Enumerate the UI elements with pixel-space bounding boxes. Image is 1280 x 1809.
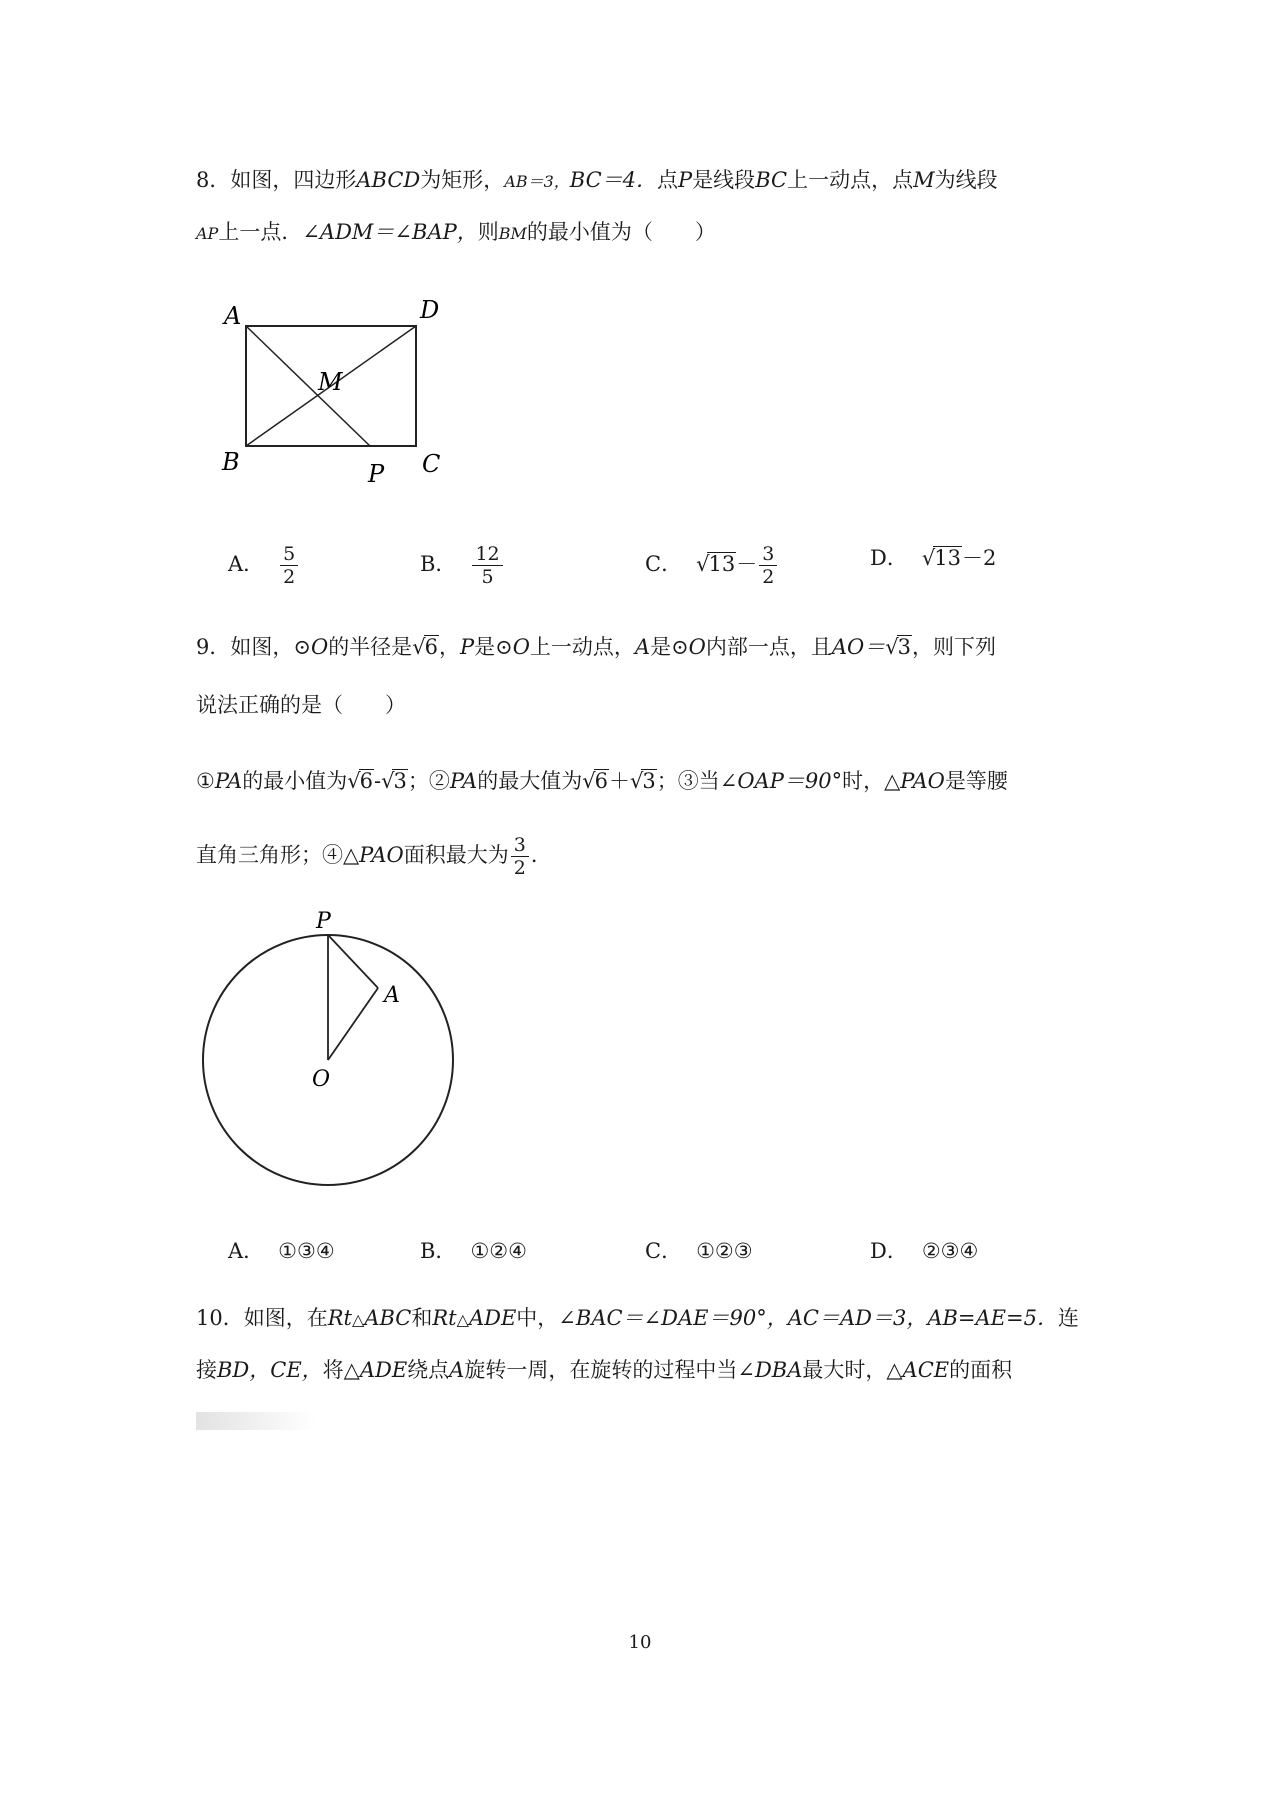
q9-line-2: 说法正确的是（ ） bbox=[196, 693, 406, 717]
q9-line-1: 9．如图，⊙O的半径是√6，P是⊙O上一动点，A是⊙O内部一点，且AO＝√3，则下列 bbox=[196, 635, 997, 659]
label-O: O bbox=[312, 1067, 331, 1092]
q9-option-d[interactable]: D． ②③④ bbox=[870, 1239, 979, 1263]
q9-figure-circle bbox=[190, 900, 480, 1200]
q8-option-a[interactable]: A． $\frac{5}{2}$ bbox=[228, 543, 300, 588]
q9-option-b[interactable]: B． ①②④ bbox=[420, 1239, 527, 1263]
q8-line-1: 8．如图，四边形ABCD为矩形，AB＝3，BC＝4．点P是线段BC上一动点，点M为线段 bbox=[196, 168, 998, 192]
label-M: M bbox=[318, 368, 343, 396]
label-B: B bbox=[222, 448, 240, 476]
q8-line-2: AP上一点．∠ADM＝∠BAP，则BM的最小值为（ ） bbox=[196, 220, 716, 244]
label-P: P bbox=[316, 909, 331, 934]
q8-option-b[interactable]: B． $\frac{12}{5}$ bbox=[420, 543, 505, 588]
q9-statements-line-1: ①PA的最小值为√6-√3；②PA的最大值为√6＋√3；③当∠OAP＝90°时，△PAO是等腰 bbox=[196, 769, 1008, 793]
label-C: C bbox=[422, 450, 441, 478]
segment-ao bbox=[328, 988, 378, 1060]
q10-line-1: 10．如图，在Rt△ABC和Rt△ADE中，∠BAC＝∠DAE＝90°，AC＝AD＝3，AB=AE=5．连 bbox=[196, 1306, 1079, 1330]
page-number: 10 bbox=[628, 1632, 652, 1653]
q10-line-2: 接BD，CE，将△ADE绕点A旋转一周，在旋转的过程中当∠DBA最大时，△ACE的面积 bbox=[196, 1358, 1013, 1382]
q9-statements-line-2: 直角三角形；④△PAO面积最大为 $\frac{3}{2}$ ． bbox=[196, 834, 552, 879]
label-P: P bbox=[368, 460, 385, 488]
q9-option-a[interactable]: A． ①③④ bbox=[228, 1239, 335, 1263]
label-A: A bbox=[224, 302, 242, 330]
label-D: D bbox=[420, 296, 440, 324]
segment-ap bbox=[246, 326, 370, 446]
truncated-text-fade bbox=[196, 1412, 316, 1430]
q8-figure-rectangle bbox=[210, 290, 470, 490]
q9-option-c[interactable]: C． ①②③ bbox=[645, 1239, 753, 1263]
label-A: A bbox=[384, 983, 400, 1008]
q8-option-c[interactable]: C． √13－ $\frac{3}{2}$ bbox=[645, 543, 779, 588]
q8-option-d[interactable]: D． √13－2 bbox=[870, 546, 997, 570]
